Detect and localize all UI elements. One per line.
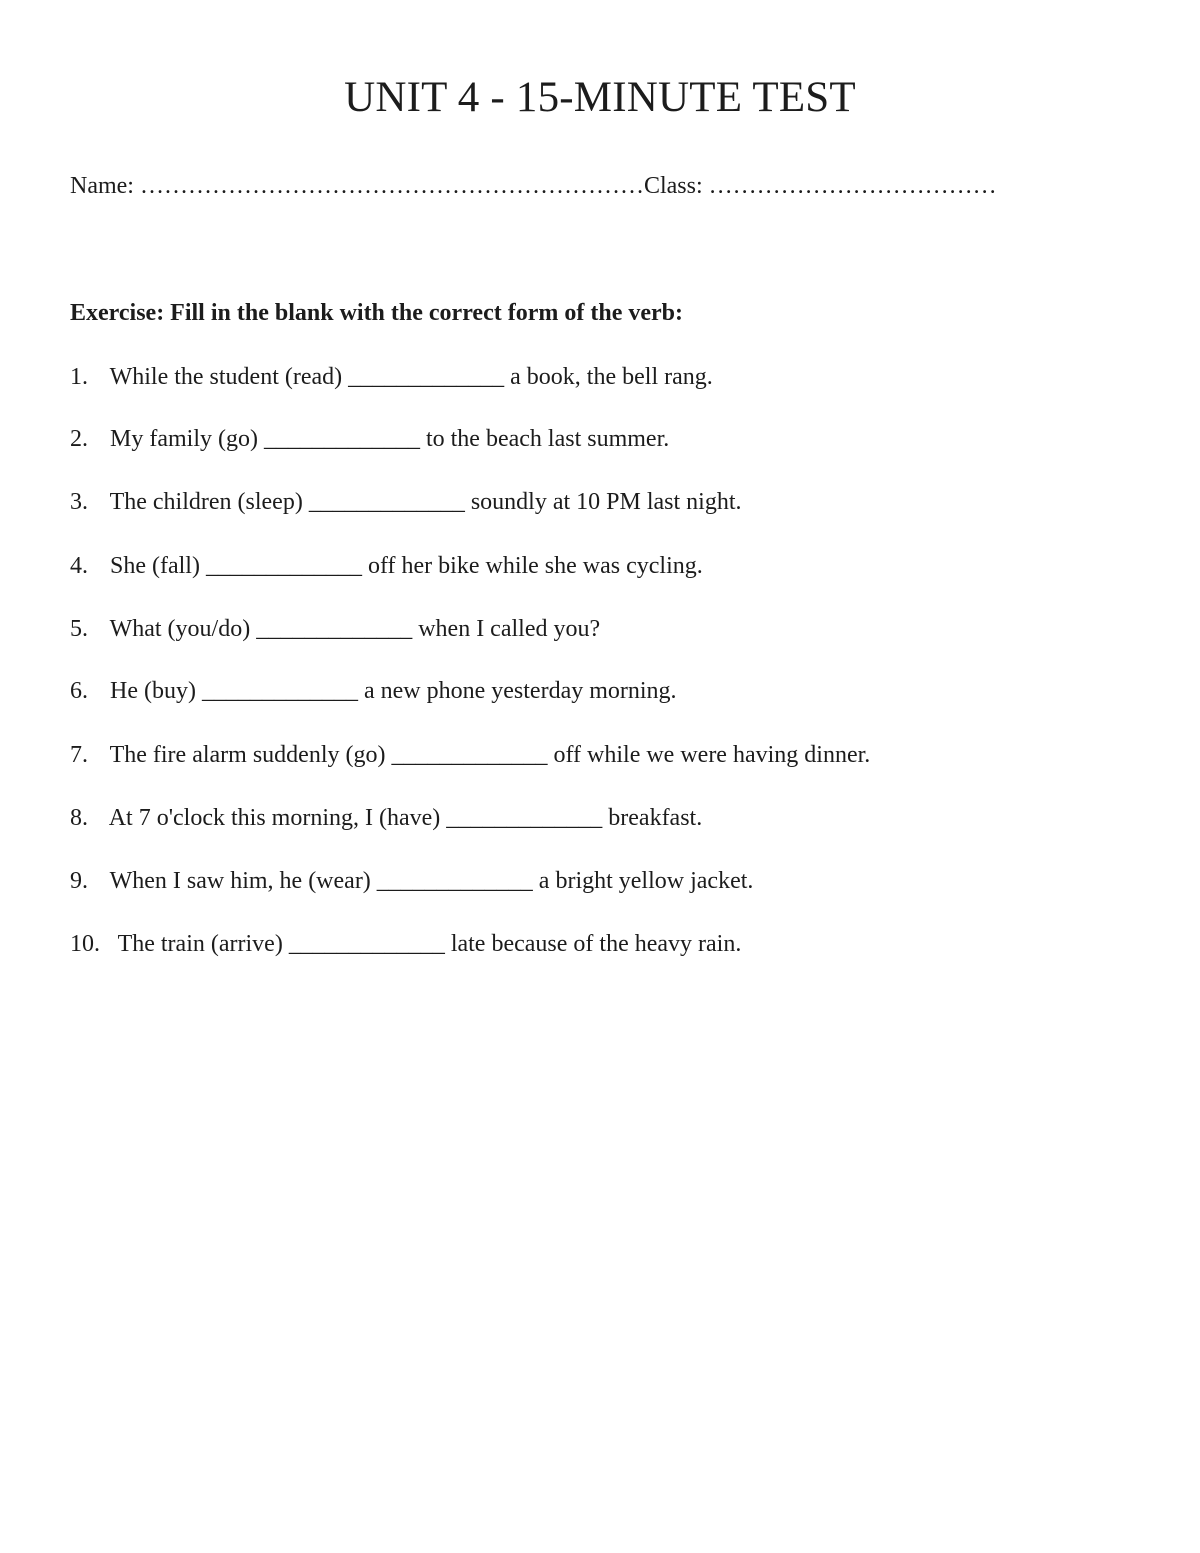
question-number: 2. — [70, 426, 88, 452]
question-text: He (buy) _____________ a new phone yesterday morning. — [110, 678, 677, 704]
question-item — [70, 614, 1150, 644]
question-item — [70, 424, 1150, 454]
question-number: 1. — [70, 364, 88, 390]
question-item — [70, 929, 1150, 959]
question-item — [70, 740, 1150, 770]
question-text: She (fall) _____________ off her bike while she was cycling. — [110, 553, 703, 579]
question-text: The children (sleep) _____________ soundly at 10 PM last night. — [109, 489, 742, 515]
question-text: What (you/do) _____________ when I called you? — [109, 616, 601, 642]
question-number: 6. — [70, 678, 88, 704]
question-text: The train (arrive) _____________ late because of the heavy rain. — [117, 931, 742, 957]
question-number: 7. — [70, 742, 88, 768]
question-text: My family (go) _____________ to the beach last summer. — [110, 426, 670, 452]
question-number: 3. — [70, 489, 88, 515]
question-item — [70, 866, 1150, 896]
question-item — [70, 487, 1150, 517]
question-item — [70, 362, 1150, 392]
question-number: 5. — [70, 616, 88, 642]
question-text: At 7 o'clock this morning, I (have) _____________ breakfast. — [108, 805, 703, 831]
name-class-line: Name: ………………………………………………………Class: ……………………………… — [70, 173, 997, 199]
question-item — [70, 676, 1150, 706]
exercise-instruction: Exercise: Fill in the blank with the correct form of the verb: — [70, 300, 683, 326]
question-text: While the student (read) _____________ a book, the bell rang. — [109, 364, 713, 390]
question-number: 9. — [70, 868, 88, 894]
question-number: 10. — [70, 931, 100, 957]
question-number: 8. — [70, 805, 88, 831]
question-item — [70, 551, 1150, 581]
question-item — [70, 803, 1150, 833]
page-title: UNIT 4 - 15-MINUTE TEST — [344, 74, 856, 121]
question-number: 4. — [70, 553, 88, 579]
question-text: The fire alarm suddenly (go) _____________ off while we were having dinner. — [109, 742, 871, 768]
question-text: When I saw him, he (wear) _____________ a bright yellow jacket. — [109, 868, 754, 894]
